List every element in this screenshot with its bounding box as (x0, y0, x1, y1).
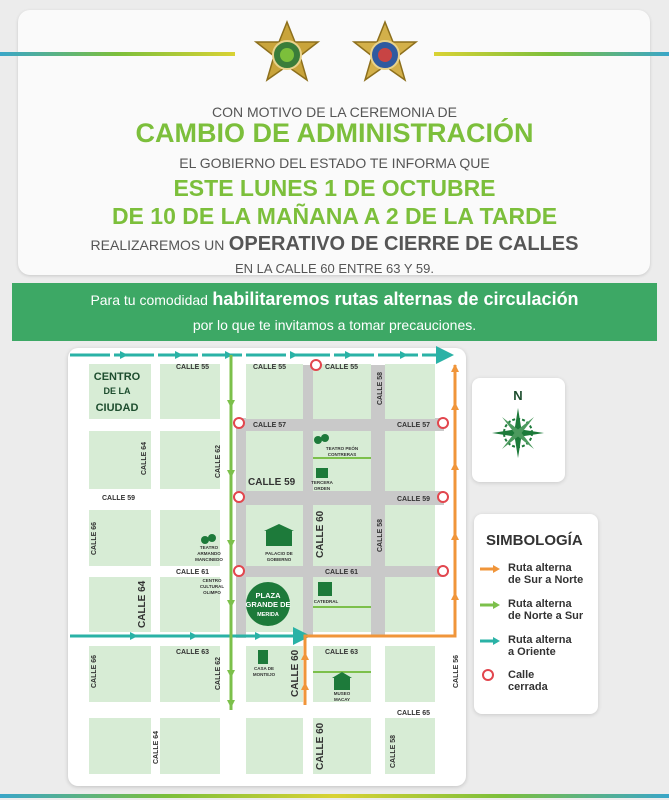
street-label-calle-60: CALLE 60 (315, 510, 326, 558)
operativo-prefix: REALIZAREMOS UN (90, 237, 225, 253)
place-label-casa-montejo: MONTEJO (252, 672, 276, 677)
legend-text: Ruta alterna (508, 598, 572, 610)
place-label-tercera: TERCERA (311, 480, 333, 485)
place-label-centro-cultural: CENTRO (202, 578, 222, 583)
place-label-teatro-peon: CONTRERAS (327, 452, 357, 457)
closed-street-icon (311, 360, 321, 370)
centro-label: CIUDAD (95, 402, 139, 414)
plaza-label: PLAZA (255, 591, 281, 600)
street-label-calle-66: CALLE 66 (91, 654, 98, 688)
street-label-calle-59: CALLE 59 (397, 496, 431, 503)
street-label-calle-56: CALLE 56 (453, 654, 460, 688)
street-label-calle-61: CALLE 61 (176, 569, 210, 576)
street-label-calle-60: CALLE 60 (315, 722, 326, 770)
place-label-catedral: CATEDRAL (313, 599, 339, 604)
legend-text: Ruta alterna (508, 562, 572, 574)
closed-street-icon (438, 566, 448, 576)
place-label-palacio: PALACIO DE (265, 551, 293, 556)
closed-street-icon (438, 492, 448, 502)
legend-text: Calle (508, 669, 535, 681)
street-label-calle-63: CALLE 63 (325, 649, 359, 656)
centro-label: CENTRO (93, 371, 141, 383)
closed-street-icon (438, 418, 448, 428)
plaza-label: MERIDA (257, 612, 279, 618)
street-label-calle-61: CALLE 61 (325, 569, 359, 576)
street-label-calle-62: CALLE 62 (215, 656, 222, 690)
place-label-centro-cultural: OLIMPO (203, 590, 221, 595)
place-label-tercera: ORDEN (313, 486, 331, 491)
street-label-calle-62: CALLE 62 (215, 444, 222, 478)
arrow-green-icon (480, 601, 500, 609)
legend-text: Ruta alterna (508, 634, 572, 646)
gobierno-line: EL GOBIERNO DEL ESTADO TE INFORMA QUE (179, 155, 490, 171)
place-label-casa-montejo: CASA DE (253, 666, 275, 671)
place-label-teatro-mancinedo: MANCINEDO (195, 557, 223, 562)
banner-line2: por lo que te invitamos a tomar precauciones. (192, 317, 477, 333)
compass-north-label: N (513, 388, 523, 403)
banner-part2: habilitaremos rutas alternas de circulación (212, 289, 579, 309)
street-label-calle-64: CALLE 64 (141, 441, 148, 475)
legend-title: SIMBOLOGÍA (486, 532, 583, 549)
street-label-calle-55: CALLE 55 (253, 364, 287, 371)
street-label-calle-57: CALLE 57 (397, 422, 431, 429)
place-label-palacio: GOBIERNO (266, 557, 292, 562)
plaza-label: GRANDE DE (245, 600, 291, 609)
street-label-calle-66: CALLE 66 (91, 521, 98, 555)
intro-line: CON MOTIVO DE LA CEREMONIA DE (211, 104, 458, 120)
street-label-calle-58: CALLE 58 (377, 371, 384, 405)
centro-label: DE LA (103, 386, 131, 396)
place-label-centro-cultural: CULTURAL (199, 584, 225, 589)
street-label-calle-57: CALLE 57 (253, 422, 287, 429)
arrow-teal-icon (480, 637, 500, 645)
street-label-calle-59: CALLE 59 (102, 495, 136, 502)
compass-card (472, 378, 565, 482)
legend-text: a Oriente (508, 646, 556, 658)
street-label-calle-64: CALLE 64 (137, 580, 148, 628)
closed-street-icon (234, 418, 244, 428)
street-label-calle-59: CALLE 59 (248, 477, 296, 488)
street-label-calle-65: CALLE 65 (397, 710, 431, 717)
legend-card (474, 514, 598, 714)
street-label-calle-55: CALLE 55 (176, 364, 210, 371)
banner-part1: Para tu comodidad (90, 292, 208, 308)
legend-text: de Norte a Sur (508, 610, 584, 622)
street-label-calle-60: CALLE 60 (290, 649, 301, 697)
closed-street-icon (234, 566, 244, 576)
bottom-stripe (0, 794, 669, 798)
street-label-calle-64: CALLE 64 (153, 730, 160, 764)
place-label-teatro-mancinedo: TEATRO (199, 545, 219, 550)
closed-street-icon (234, 492, 244, 502)
compass-rose-icon (472, 378, 565, 482)
time-line: DE 10 DE LA MAÑANA A 2 DE LA TARDE (111, 203, 558, 229)
street-label-calle-58: CALLE 58 (390, 734, 397, 768)
place-label-museo: MUSEO (333, 691, 351, 696)
street-label-calle-58: CALLE 58 (377, 518, 384, 552)
street-label-calle-55: CALLE 55 (325, 364, 359, 371)
place-label-teatro-mancinedo: ARMANDO (197, 551, 221, 556)
headline-cambio: CAMBIO DE ADMINISTRACIÓN (135, 118, 534, 148)
legend-text: cerrada (508, 681, 548, 693)
place-label-teatro-peon: TEATRO PEÓN (325, 446, 359, 451)
place-label-museo: MACAY (333, 697, 351, 702)
legend-text: de Sur a Norte (508, 574, 584, 586)
date-line: ESTE LUNES 1 DE OCTUBRE (173, 175, 496, 201)
arrow-orange-icon (480, 565, 500, 573)
calle-line: EN LA CALLE 60 ENTRE 63 Y 59. (235, 261, 434, 276)
closed-street-icon (480, 669, 500, 681)
street-label-calle-63: CALLE 63 (176, 649, 210, 656)
operativo-bold: OPERATIVO DE CIERRE DE CALLES (228, 233, 579, 255)
